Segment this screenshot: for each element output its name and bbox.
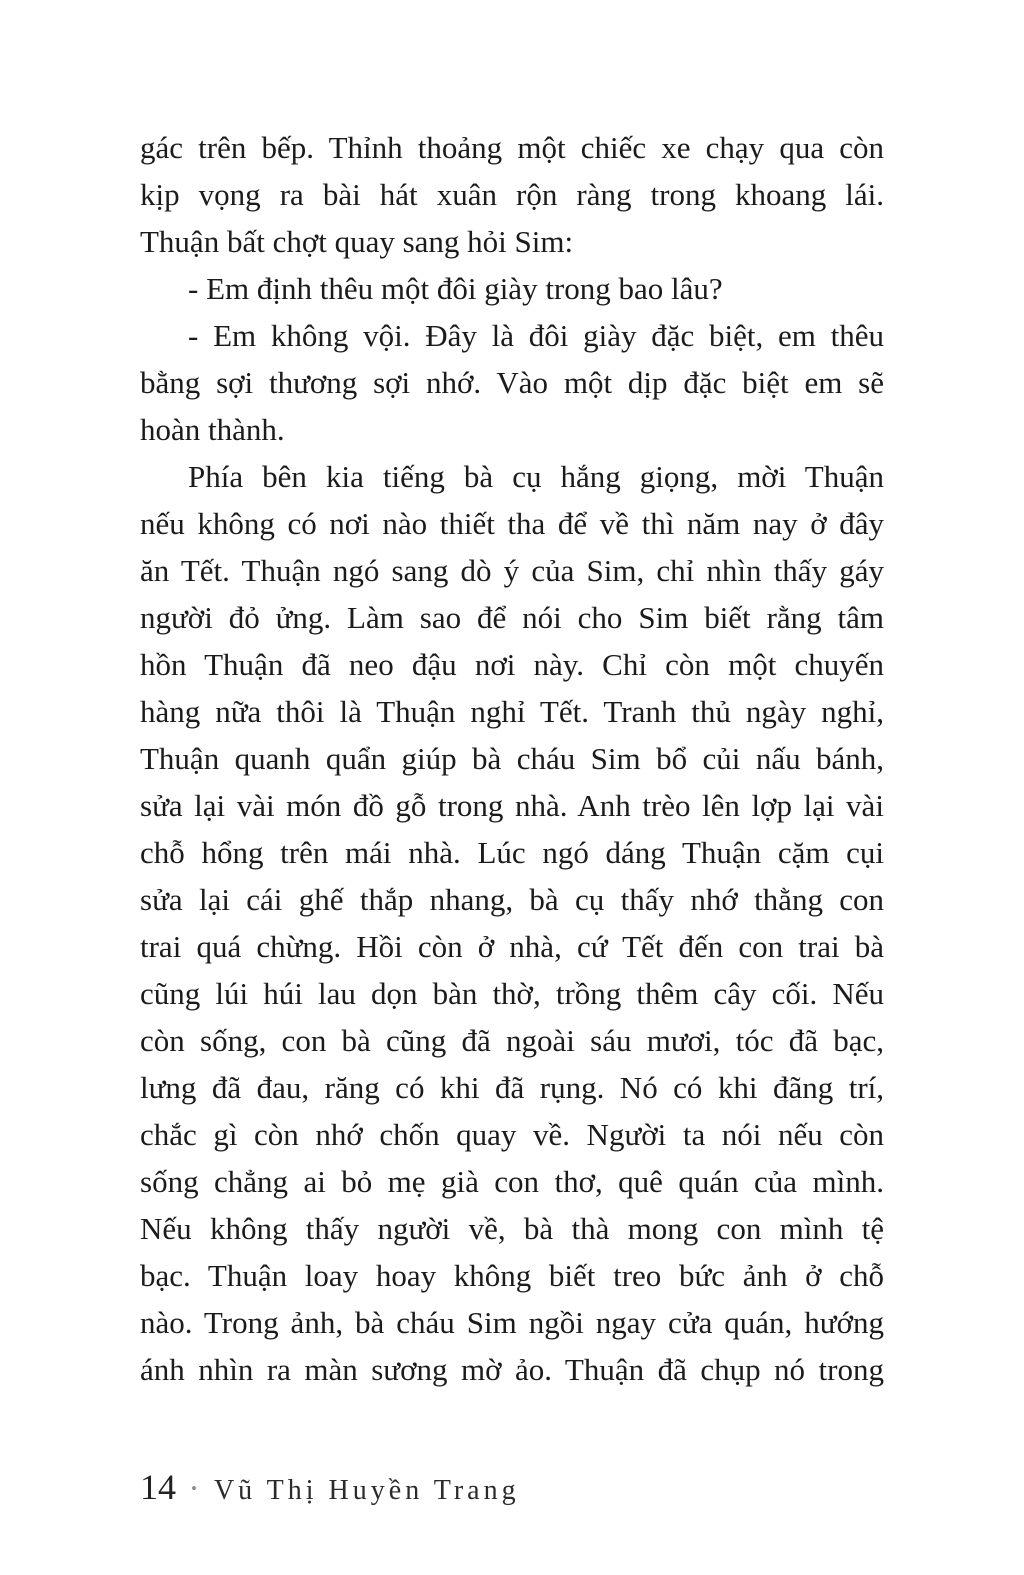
text-line-content: Thuận bất chợt quay sang hỏi Sim: — [140, 224, 574, 259]
text-line — [140, 641, 884, 688]
text-line — [140, 594, 884, 641]
text-line-content: bằng sợi thương sợi nhớ. Vào một dịp đặc biệt em sẽ — [140, 365, 884, 400]
text-line — [140, 1158, 884, 1205]
text-line — [140, 453, 884, 500]
text-line — [140, 547, 884, 594]
text-line-content: Nếu không thấy người về, bà thà mong con mình tệ — [140, 1211, 885, 1246]
text-line-content: - Em định thêu một đôi giày trong bao lâu? — [188, 271, 723, 306]
text-line-content: sống chẳng ai bỏ mẹ già con thơ, quê quán của mình. — [140, 1164, 884, 1199]
text-line — [140, 1252, 884, 1299]
text-line — [140, 735, 884, 782]
text-line-content: nếu không có nơi nào thiết tha để về thì năm nay ở đây — [140, 506, 884, 541]
text-line-content: còn sống, con bà cũng đã ngoài sáu mươi, tóc đã bạc, — [140, 1023, 885, 1058]
text-line — [140, 1064, 884, 1111]
text-line-content: chắc gì còn nhớ chốn quay về. Người ta nói nếu còn — [140, 1117, 885, 1152]
text-line — [140, 265, 884, 312]
footer-author-name: Vũ Thị Huyền Trang — [213, 1475, 520, 1506]
text-line-content: trai quá chừng. Hồi còn ở nhà, cứ Tết đến con trai bà — [140, 929, 884, 964]
text-line-content: ăn Tết. Thuận ngó sang dò ý của Sim, chỉ nhìn thấy gáy — [140, 553, 884, 588]
page-number: 14 — [140, 1467, 176, 1507]
text-line — [140, 829, 884, 876]
text-line-content: sửa lại vài món đồ gỗ trong nhà. Anh trèo lên lợp lại vài — [140, 788, 884, 823]
text-line-content: lưng đã đau, răng có khi đã rụng. Nó có khi đãng trí, — [140, 1070, 885, 1105]
text-line — [140, 688, 884, 735]
text-line — [140, 1346, 884, 1393]
text-line-content: cũng lúi húi lau dọn bàn thờ, trồng thêm cây cối. Nếu — [140, 976, 885, 1011]
text-line-content: gác trên bếp. Thỉnh thoảng một chiếc xe chạy qua còn — [140, 130, 884, 165]
text-line — [140, 500, 884, 547]
text-line-content: ánh nhìn ra màn sương mờ ảo. Thuận đã chụp nó trong — [140, 1352, 884, 1387]
text-line — [140, 124, 884, 171]
text-line-content: hàng nữa thôi là Thuận nghỉ Tết. Tranh thủ ngày nghỉ, — [140, 694, 884, 729]
text-line-content: hồn Thuận đã neo đậu nơi này. Chỉ còn một chuyến — [140, 647, 885, 682]
text-line — [140, 1205, 884, 1252]
text-line-content: sửa lại cái ghế thắp nhang, bà cụ thấy nhớ thằng con — [140, 882, 885, 917]
text-line — [140, 1299, 884, 1346]
text-line-content: người đỏ ửng. Làm sao để nói cho Sim biết rằng tâm — [140, 600, 885, 635]
page-text — [140, 124, 884, 1393]
text-line-content: chỗ hổng trên mái nhà. Lúc ngó dáng Thuận cặm cụi — [140, 835, 885, 870]
text-line — [140, 876, 884, 923]
text-line-content: hoàn thành. — [140, 412, 285, 447]
text-line-content: Phía bên kia tiếng bà cụ hắng giọng, mời Thuận — [188, 459, 884, 494]
footer-separator-dot: • — [191, 1479, 197, 1498]
text-line-content: - Em không vội. Đây là đôi giày đặc biệt, em thêu — [188, 318, 884, 353]
text-line — [140, 923, 884, 970]
text-line — [140, 1017, 884, 1064]
text-line-content: kịp vọng ra bài hát xuân rộn ràng trong khoang lái. — [140, 177, 885, 212]
text-line — [140, 406, 884, 453]
text-line — [140, 312, 884, 359]
text-line — [140, 359, 884, 406]
text-line-content: Thuận quanh quẩn giúp bà cháu Sim bổ củi nấu bánh, — [140, 741, 885, 776]
text-line — [140, 1111, 884, 1158]
text-line — [140, 171, 884, 218]
text-line — [140, 970, 884, 1017]
page-footer — [140, 1468, 520, 1507]
text-line-content: bạc. Thuận loay hoay không biết treo bức ảnh ở chỗ — [140, 1258, 884, 1293]
text-line — [140, 782, 884, 829]
text-line-content: nào. Trong ảnh, bà cháu Sim ngồi ngay cửa quán, hướng — [140, 1305, 884, 1340]
text-line — [140, 218, 884, 265]
